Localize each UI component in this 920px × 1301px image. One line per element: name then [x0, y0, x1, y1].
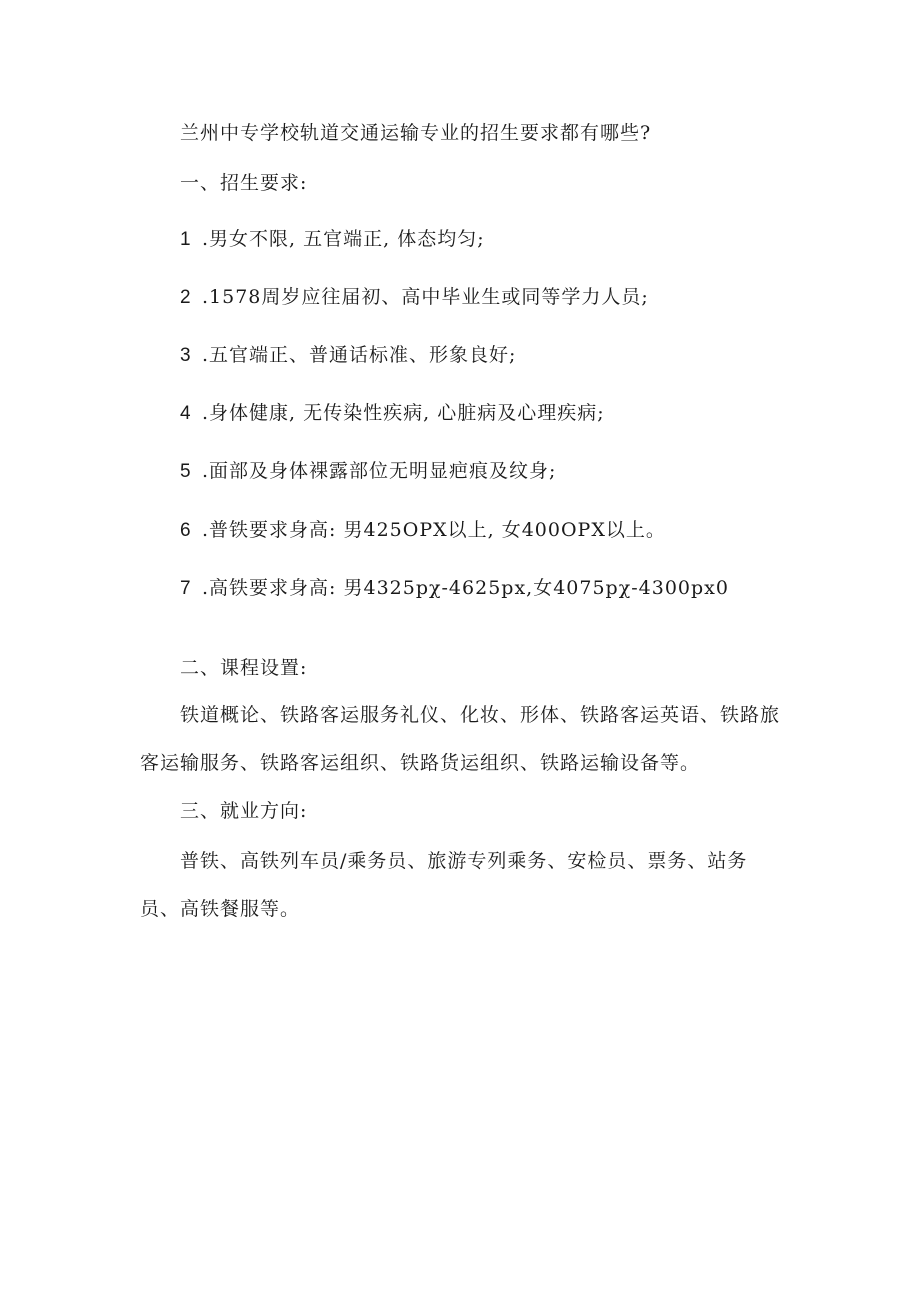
- employment-paragraph-line: 员、高铁餐服等。: [140, 898, 301, 920]
- section-heading-requirements: 一、招生要求:: [180, 172, 308, 194]
- employment-paragraph-line: 普铁、高铁列车员/乘务员、旅游专列乘务、安检员、票务、站务: [180, 850, 748, 872]
- requirement-item: [180, 285, 649, 310]
- requirement-item: [180, 518, 666, 543]
- requirement-number: 4: [180, 403, 192, 424]
- section-heading-courses: 二、课程设置:: [180, 657, 308, 679]
- requirement-item: [180, 401, 605, 426]
- requirement-text: .五官端正、普通话标准、形象良好;: [202, 344, 517, 366]
- requirement-number: 6: [180, 520, 192, 541]
- requirement-text: .面部及身体裸露部位无明显疤痕及纹身;: [202, 460, 557, 482]
- requirement-number: 1: [180, 229, 192, 250]
- requirement-number: 2: [180, 287, 192, 308]
- document-title: 兰州中专学校轨道交通运输专业的招生要求都有哪些?: [180, 122, 652, 144]
- requirement-item: [180, 227, 485, 252]
- requirement-item: [180, 459, 556, 484]
- requirement-text: .普铁要求身高: 男425OPX以上, 女400OPX以上。: [202, 519, 666, 541]
- courses-paragraph-line: 铁道概论、铁路客运服务礼仪、化妆、形体、铁路客运英语、铁路旅: [180, 704, 781, 726]
- requirement-item: [180, 576, 729, 601]
- requirement-text: .1578周岁应往届初、高中毕业生或同等学力人员;: [202, 286, 649, 308]
- requirement-number: 7: [180, 578, 192, 599]
- requirement-number: 3: [180, 345, 192, 366]
- requirement-text: .身体健康, 无传染性疾病, 心脏病及心理疾病;: [202, 402, 605, 424]
- section-heading-employment: 三、就业方向:: [180, 800, 308, 822]
- courses-paragraph-line: 客运输服务、铁路客运组织、铁路货运组织、铁路运输设备等。: [140, 752, 701, 774]
- requirement-item: [180, 343, 516, 368]
- requirement-text: .男女不限, 五官端正, 体态均匀;: [202, 228, 485, 250]
- requirement-number: 5: [180, 461, 192, 482]
- requirement-text: .高铁要求身高: 男4325pχ-4625px,女4075pχ-4300px0: [202, 577, 729, 599]
